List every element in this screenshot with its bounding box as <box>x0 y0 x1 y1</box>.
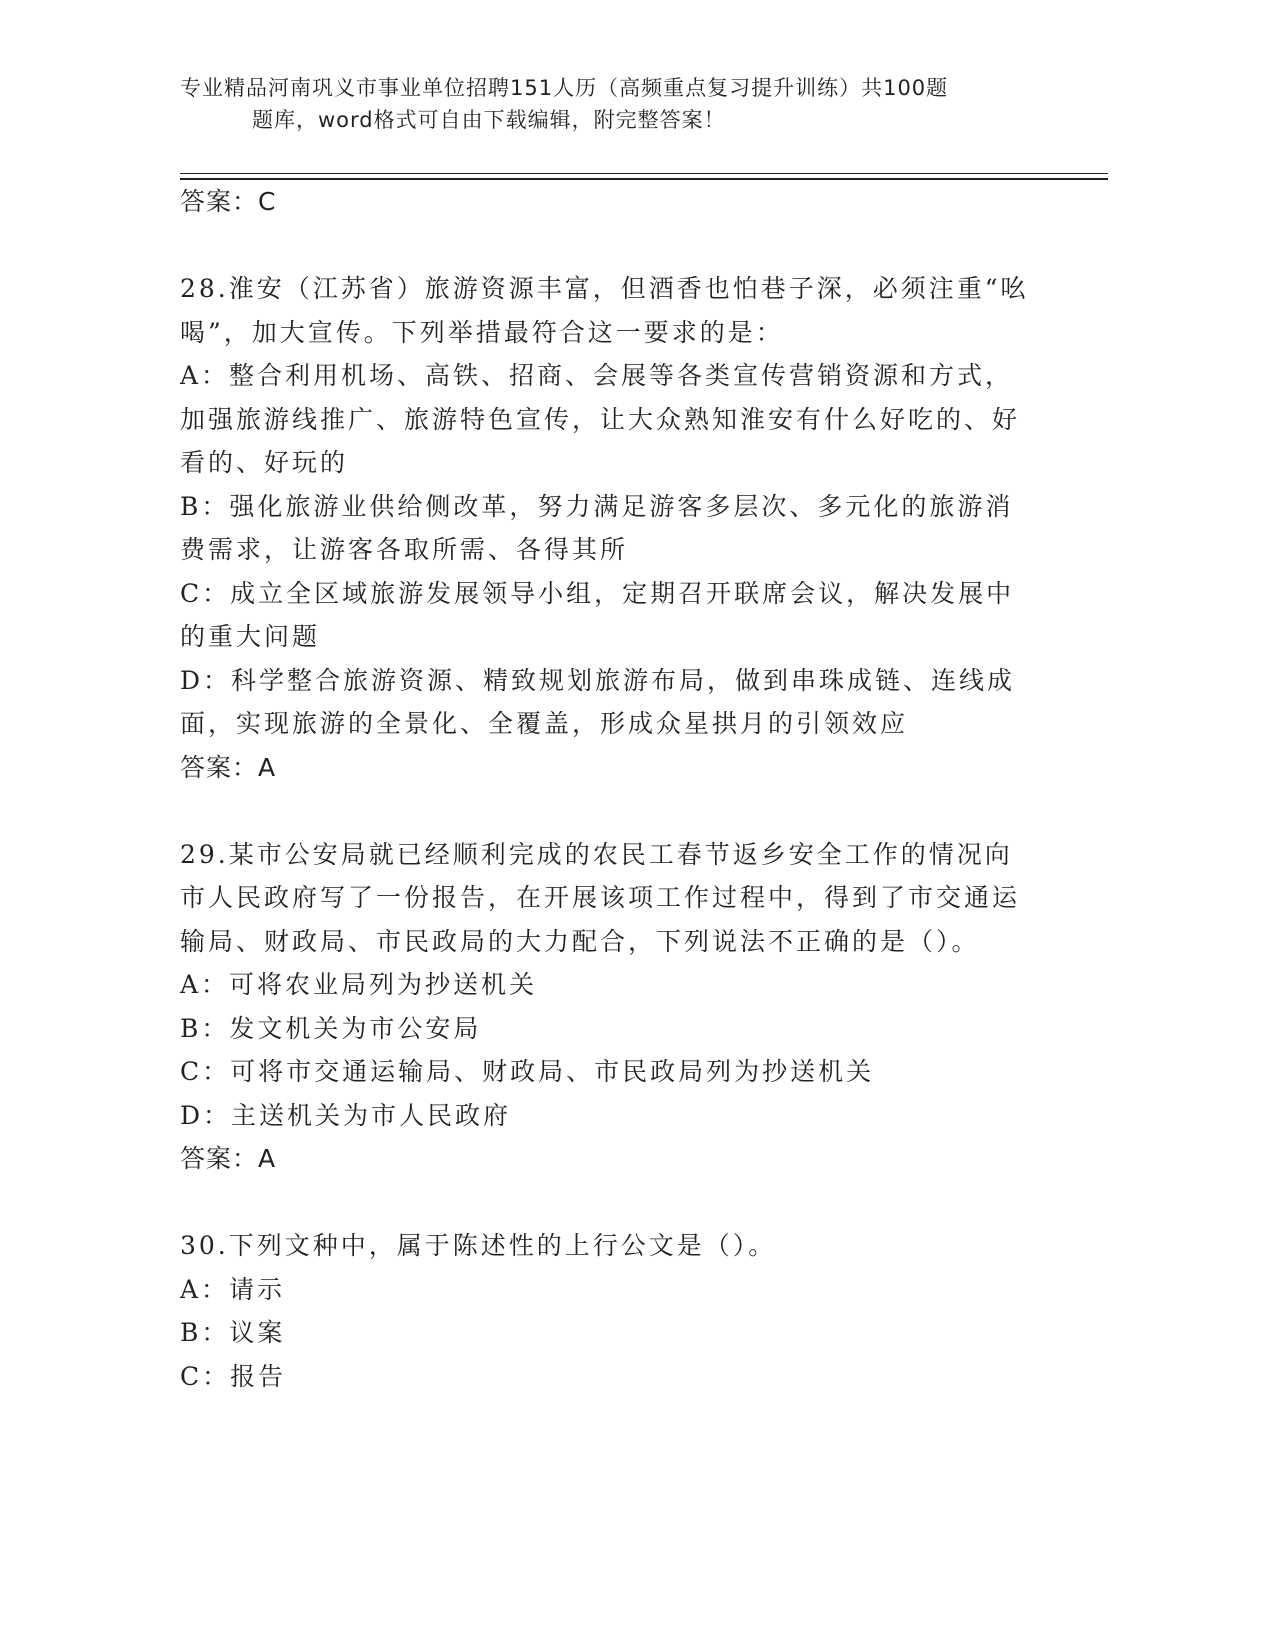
question-28 <box>180 267 1040 789</box>
option-a: A：整合利用机场、高铁、招商、会展等各类宣传营销资源和方式，加强旅游线推广、旅游特色宣传，让大众熟知淮安有什么好吃的、好看的、好玩的 <box>180 361 1021 477</box>
question-29 <box>180 833 1040 1181</box>
page-header <box>180 72 1080 136</box>
answer: 答案：A <box>180 1144 277 1173</box>
option-d: D：主送机关为市人民政府 <box>180 1100 512 1130</box>
header-rule-thin <box>180 173 1108 174</box>
previous-answer: 答案：C <box>180 187 277 216</box>
question-stem: 29.某市公安局就已经顺利完成的农民工春节返乡安全工作的情况向市人民政府写了一份报告，在开展该项工作过程中，得到了市交通运输局、财政局、市民政局的大力配合，下列说法不正确的是（）。 <box>180 839 1021 956</box>
option-a: A：请示 <box>180 1274 286 1304</box>
question-stem: 30.下列文种中，属于陈述性的上行公文是（）。 <box>180 1231 777 1260</box>
header-title-line1: 专业精品河南巩义市事业单位招聘151人历（高频重点复习提升训练）共100题 <box>180 76 949 100</box>
option-a: A：可将农业局列为抄送机关 <box>180 970 538 999</box>
option-b: B：议案 <box>180 1318 286 1347</box>
question-stem: 28.淮安（江苏省）旅游资源丰富，但酒香也怕巷子深，必须注重“吆喝”，加大宣传。下列举措最符合这一要求的是： <box>180 274 1029 347</box>
option-b: B：发文机关为市公安局 <box>180 1013 482 1043</box>
option-c: C：成立全区域旅游发展领导小组，定期召开联席会议，解决发展中的重大问题 <box>180 578 1015 651</box>
option-c: C：报告 <box>180 1361 287 1391</box>
header-title-line2: 题库，word格式可自由下载编辑，附完整答案！ <box>252 108 726 132</box>
question-list <box>180 180 1040 1398</box>
answer: 答案：A <box>180 752 277 782</box>
option-b: B：强化旅游业供给侧改革，努力满足游客多层次、多元化的旅游消费需求，让游客各取所需、各得其所 <box>180 491 1014 564</box>
question-30 <box>180 1224 1040 1398</box>
option-d: D：科学整合旅游资源、精致规划旅游布局，做到串珠成链、连线成面，实现旅游的全景化、全覆盖，形成众星拱月的引领效应 <box>180 665 1016 738</box>
option-c: C：可将市交通运输局、财政局、市民政局列为抄送机关 <box>180 1057 875 1086</box>
